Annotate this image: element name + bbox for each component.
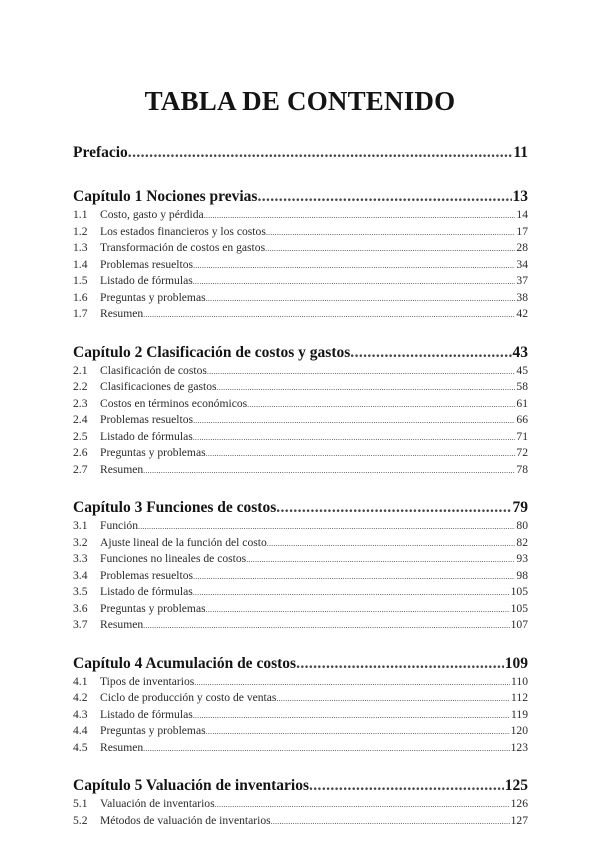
toc-entry: [73, 675, 528, 688]
toc-leader-dots: [207, 367, 516, 376]
toc-section-number: 4.3: [73, 707, 88, 721]
toc-page-number: 79: [512, 499, 528, 516]
toc-page-number: 105: [510, 601, 528, 615]
toc-page-number: 71: [516, 429, 528, 443]
toc-section-number: 2.5: [73, 429, 88, 443]
toc-leader-dots: [204, 211, 516, 220]
toc-entry: [73, 208, 528, 221]
toc-section-number: 2.3: [73, 396, 88, 410]
toc-label: Resumen: [100, 740, 144, 754]
toc-section-number: 1.3: [73, 241, 88, 254]
toc-entry: [73, 691, 528, 704]
toc-page-number: 127: [510, 813, 528, 827]
toc-entry: [73, 724, 528, 737]
toc-label: Métodos de valuación de inventarios: [100, 813, 271, 827]
toc-section-number: 1.7: [73, 307, 88, 320]
toc-leader-dots: [193, 261, 515, 270]
toc-page-number: 34: [516, 257, 528, 271]
toc-entry: [73, 241, 528, 254]
toc-section-number: 4.4: [73, 724, 88, 737]
toc-page-number: 107: [510, 618, 528, 631]
toc-section-number: 3.1: [73, 519, 88, 532]
toc-label: Listado de fórmulas: [100, 429, 193, 443]
toc-entry: [73, 258, 528, 271]
toc-section-number: 2.6: [73, 446, 88, 459]
toc-label: Los estados financieros y los costos: [100, 224, 266, 238]
toc-label: Listado de fórmulas: [100, 585, 193, 598]
toc-page-number: 119: [511, 707, 528, 721]
toc-chapter-heading: [73, 655, 528, 673]
toc-label: Valuación de inventarios: [100, 797, 215, 810]
toc-leader-dots: [193, 588, 510, 597]
toc-label: Resumen: [100, 618, 144, 631]
toc-leader-dots: [271, 817, 510, 826]
toc-leader-dots: [193, 711, 510, 720]
toc-leader-dots: [143, 621, 509, 630]
toc-leader-dots: [206, 727, 510, 736]
toc-entry: [73, 552, 528, 565]
toc-label: Preguntas y problemas: [100, 446, 206, 459]
toc-leader-dots: [276, 499, 511, 517]
toc-section-number: 1.4: [73, 257, 88, 271]
toc-section-number: 4.5: [73, 740, 88, 754]
toc-label: Problemas resueltos: [100, 257, 194, 271]
toc-entry: [73, 814, 528, 827]
toc-label: Costos en términos económicos: [100, 396, 248, 410]
toc-label: Clasificaciones de gastos: [100, 380, 217, 393]
toc-label: Transformación de costos en gastos: [100, 241, 266, 254]
toc-leader-dots: [143, 466, 515, 475]
toc-entry: [73, 797, 528, 810]
toc-entry: [73, 602, 528, 615]
toc-leader-dots: [215, 800, 510, 809]
toc-label: Problemas resueltos: [100, 413, 194, 426]
toc-section-number: 3.2: [73, 535, 88, 549]
toc-section-number: 3.3: [73, 552, 88, 565]
toc-entry: [73, 274, 528, 287]
toc-leader-dots: [246, 555, 515, 564]
toc-section-number: 2.2: [73, 380, 88, 393]
toc-label: Preguntas y problemas: [100, 724, 206, 737]
toc-entry: [73, 741, 528, 754]
toc-section-number: 1.5: [73, 274, 88, 287]
toc-section-number: 2.1: [73, 363, 88, 377]
toc-chapter-heading: [73, 777, 528, 795]
toc-page-number: 98: [516, 568, 528, 582]
toc-page-number: 120: [510, 724, 528, 737]
toc-page-number: 80: [516, 519, 528, 532]
toc-leader-dots: [128, 144, 513, 162]
toc-leader-dots: [143, 744, 509, 753]
toc-chapter-heading: [73, 344, 528, 362]
page-title: TABLA DE CONTENIDO: [144, 86, 456, 116]
toc-page-number: 42: [516, 307, 528, 320]
toc-page-number: 14: [516, 208, 528, 221]
toc-page-number: 17: [516, 224, 528, 238]
toc-leader-dots: [309, 777, 504, 795]
toc-leader-dots: [276, 694, 510, 703]
toc-label: Resumen: [100, 462, 144, 476]
toc-entry: [73, 463, 528, 476]
toc-page-number: 43: [512, 343, 528, 361]
toc-leader-dots: [193, 416, 515, 425]
toc-label: Clasificación de costos: [100, 363, 207, 377]
toc-leader-dots: [206, 294, 516, 303]
toc-label: Prefacio: [73, 144, 128, 161]
toc-leader-dots: [257, 188, 511, 206]
toc-section-number: 2.7: [73, 462, 88, 476]
toc-section-number: 1.2: [73, 224, 88, 238]
toc-entry: [73, 413, 528, 426]
toc-entry: [73, 585, 528, 598]
toc-label: Capítulo 1 Nociones previas: [73, 188, 258, 205]
toc-leader-dots: [206, 449, 516, 458]
toc-page-number: 109: [504, 654, 528, 672]
toc-entry: [73, 397, 528, 410]
toc-page-number: 125: [504, 777, 528, 794]
toc-label: Preguntas y problemas: [100, 290, 206, 304]
toc-section-number: 4.2: [73, 691, 88, 704]
toc-page-number: 126: [510, 797, 528, 810]
toc-section-number: 3.6: [73, 601, 88, 615]
toc-leader-dots: [193, 572, 515, 581]
toc-section-number: 5.2: [73, 813, 88, 827]
toc-entry: [73, 446, 528, 459]
toc-page-number: 13: [512, 188, 528, 205]
toc-page-number: 78: [516, 462, 528, 476]
toc-page-number: 38: [516, 290, 528, 304]
toc-section-number: 3.4: [73, 568, 88, 582]
toc-section-number: 5.1: [73, 797, 88, 810]
toc-entry: [73, 380, 528, 393]
toc-leader-dots: [143, 310, 515, 319]
toc-page-number: 61: [516, 396, 528, 410]
toc-label: Capítulo 3 Funciones de costos: [73, 499, 277, 516]
toc-label: Ciclo de producción y costo de ventas: [100, 691, 277, 704]
toc-label: Listado de fórmulas: [100, 274, 193, 287]
toc-chapter-heading: [73, 499, 528, 517]
toc-leader-dots: [350, 344, 511, 362]
toc-page-number: 110: [511, 674, 528, 688]
toc-leader-dots: [247, 400, 515, 409]
toc-page-number: 123: [510, 740, 528, 754]
toc-entry: [73, 307, 528, 320]
toc-leader-dots: [267, 539, 516, 548]
toc-leader-dots: [296, 655, 504, 673]
toc-label: Funciones no lineales de costos: [100, 552, 247, 565]
toc-label: Resumen: [100, 307, 144, 320]
toc-label: Tipos de inventarios: [100, 674, 195, 688]
toc-page-number: 28: [516, 241, 528, 254]
toc-leader-dots: [266, 228, 516, 237]
toc-section-number: 1.1: [73, 208, 88, 221]
toc-page-number: 112: [511, 691, 528, 704]
toc-entry: [73, 708, 528, 721]
toc-section-number: 3.5: [73, 585, 88, 598]
toc-leader-dots: [265, 244, 515, 253]
toc-page-number: 11: [513, 144, 528, 161]
toc-leader-dots: [194, 678, 510, 687]
toc-entry: [73, 536, 528, 549]
toc-entry: [73, 291, 528, 304]
toc-entry: [73, 430, 528, 443]
toc-page-number: 37: [516, 274, 528, 287]
toc-label: Función: [100, 519, 139, 532]
toc-leader-dots: [138, 522, 515, 531]
toc-chapter-heading: [73, 188, 528, 206]
toc-leader-dots: [206, 605, 510, 614]
toc-section-number: 1.6: [73, 290, 88, 304]
toc-section-number: 4.1: [73, 674, 88, 688]
toc-entry: [73, 618, 528, 631]
toc-page-number: 66: [516, 413, 528, 426]
toc-entry: [73, 519, 528, 532]
toc-entry: [73, 569, 528, 582]
toc-label: Preguntas y problemas: [100, 601, 206, 615]
toc-page-number: 45: [516, 363, 528, 377]
toc-chapter-heading: [73, 144, 528, 162]
toc-label: Listado de fórmulas: [100, 707, 193, 721]
toc-label: Ajuste lineal de la función del costo: [100, 535, 267, 549]
toc-label: Costo, gasto y pérdida: [100, 208, 204, 221]
toc-page-number: 58: [516, 380, 528, 393]
toc-leader-dots: [193, 277, 516, 286]
toc-label: Capítulo 4 Acumulación de costos: [73, 654, 297, 672]
toc-page-number: 82: [516, 535, 528, 549]
toc-label: Capítulo 2 Clasificación de costos y gastos: [73, 343, 351, 361]
toc-section-number: 2.4: [73, 413, 88, 426]
toc-label: Problemas resueltos: [100, 568, 194, 582]
toc-entry: [73, 364, 528, 377]
toc-leader-dots: [193, 433, 516, 442]
toc-page-number: 72: [516, 446, 528, 459]
toc-page-number: 105: [510, 585, 528, 598]
toc-entry: [73, 225, 528, 238]
toc-label: Capítulo 5 Valuación de inventarios: [73, 777, 309, 794]
toc-page-number: 93: [516, 552, 528, 565]
toc-leader-dots: [217, 383, 516, 392]
toc-section-number: 3.7: [73, 618, 88, 631]
